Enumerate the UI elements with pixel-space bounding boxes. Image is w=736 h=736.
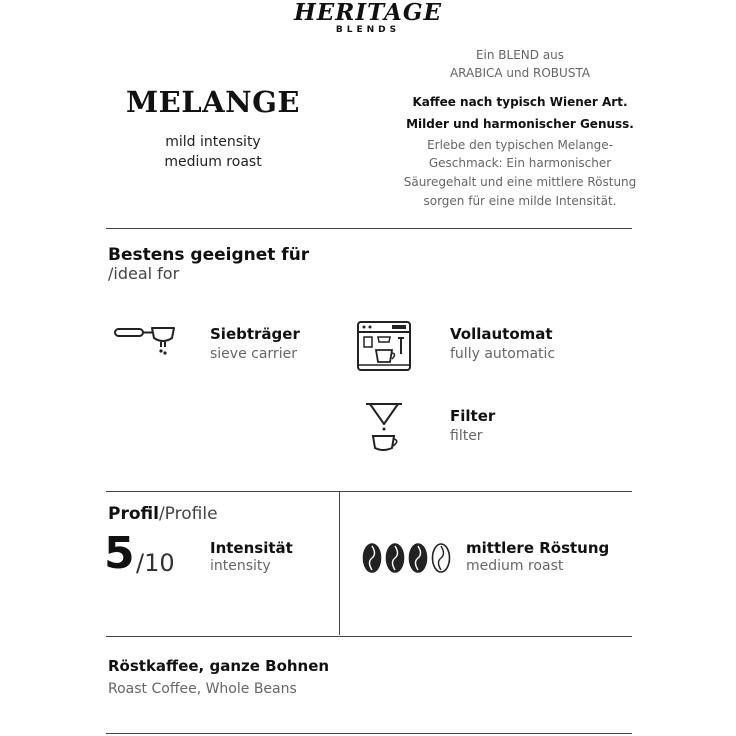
product-name: MELANGE [126,85,300,119]
suitability-subtitle: /ideal for [108,264,180,283]
bean-filled-icon [387,544,404,572]
portafilter-icon [112,318,178,358]
item-label-fully-automatic: Vollautomat [450,325,553,343]
body-line-2: Geschmack: Ein harmonischer [428,156,612,170]
blend-line-2: ARABICA und ROBUSTA [449,66,591,80]
intensity-value: 5 [104,528,135,579]
filter-dripper-icon [364,400,404,454]
divider-middle [106,491,632,492]
item-label-sieve-carrier: Siebträger [210,325,300,343]
roast-beans-svg [362,541,452,575]
bean-filled-icon [410,544,427,572]
roast-sub: medium roast [466,558,564,574]
bean-filled-icon [364,544,381,572]
intensity-sub: intensity [210,558,271,574]
item-sub-filter: filter [450,428,483,444]
product-roast: medium roast [164,154,262,170]
roast-label: mittlere Röstung [466,539,610,557]
suitability-title: Bestens geeignet für [108,245,310,265]
coffee-machine-icon [356,320,412,372]
body-line-4: sorgen für eine milde Intensität. [423,194,617,208]
profile-title-de: Profil [108,504,159,524]
footer-title: Röstkaffee, ganze Bohnen [108,657,330,675]
item-label-filter: Filter [450,407,496,425]
body-line-3: Säuregehalt und eine mittlere Röstung [403,175,637,189]
product-intensity: mild intensity [165,134,261,150]
item-sub-fully-automatic: fully automatic [450,346,556,362]
brand-name: HERITAGE [293,0,442,26]
profile-divider-vertical [339,491,340,635]
divider-bottom [106,636,632,637]
brand-subtitle: BLENDS [335,25,401,35]
bean-outline-icon [433,544,450,572]
blend-line-1: Ein BLEND aus [475,48,565,62]
footer-subtitle: Roast Coffee, Whole Beans [108,681,297,697]
divider-footer [106,733,632,734]
divider-top [106,228,632,229]
profile-title-en: /Profile [158,504,218,524]
headline-2: Milder und harmonischer Genuss. [406,117,634,131]
roast-level-beans [362,541,452,575]
intensity-label: Intensität [210,539,293,557]
profile-title [108,503,218,525]
item-sub-sieve-carrier: sieve carrier [210,346,297,362]
body-line-1: Erlebe den typischen Melange- [427,138,613,152]
intensity-scale: /10 [136,549,175,577]
headline-1: Kaffee nach typisch Wiener Art. [412,95,628,109]
